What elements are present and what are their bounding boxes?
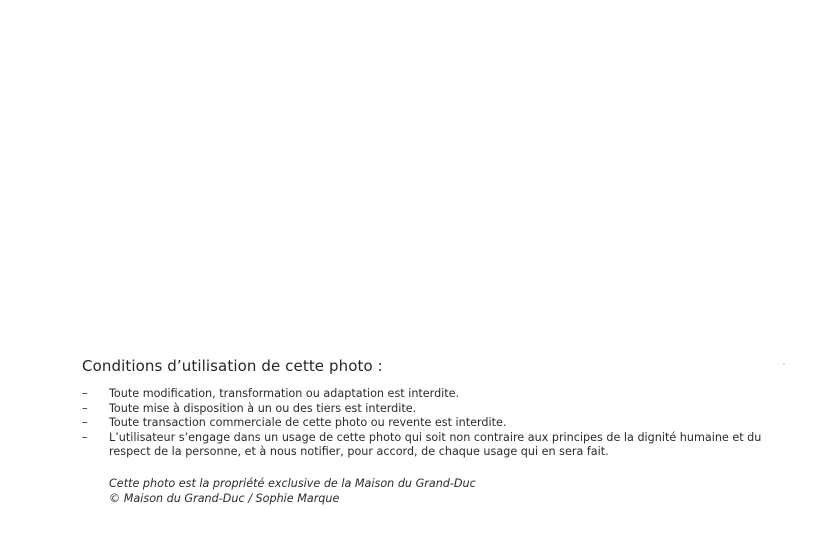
scan-speck: ˇ [782, 363, 786, 372]
condition-item [82, 387, 812, 402]
condition-text: Toute modification, transformation ou adaptation est interdite. [109, 387, 460, 400]
condition-item [82, 402, 812, 417]
ownership-notice: Cette photo est la propriété exclusive de la Maison du Grand-Duc [109, 476, 476, 490]
condition-text: L’utilisateur s’engage dans un usage de cette photo qui soit non contraire aux principes de la dignité humaine et du respect de la personne, et à nous notifier, pour accord, de chaque usage qui en sera fait. [109, 430, 762, 458]
bullet-dash: – [82, 401, 88, 415]
condition-item [82, 416, 812, 431]
condition-item [82, 431, 812, 460]
bullet-dash: – [82, 416, 88, 429]
condition-text: Toute transaction commerciale de cette photo ou revente est interdite. [109, 416, 507, 429]
photo-credit [82, 476, 812, 506]
bullet-dash: – [82, 387, 88, 400]
conditions-title: Conditions d’utilisation de cette photo : [82, 357, 383, 375]
conditions-list [82, 387, 812, 460]
copyright-notice: © Maison du Grand-Duc / Sophie Marque [109, 491, 340, 505]
condition-text: Toute mise à disposition à un ou des tiers est interdite. [109, 401, 417, 415]
bullet-dash: – [82, 430, 88, 444]
usage-conditions [82, 356, 812, 506]
